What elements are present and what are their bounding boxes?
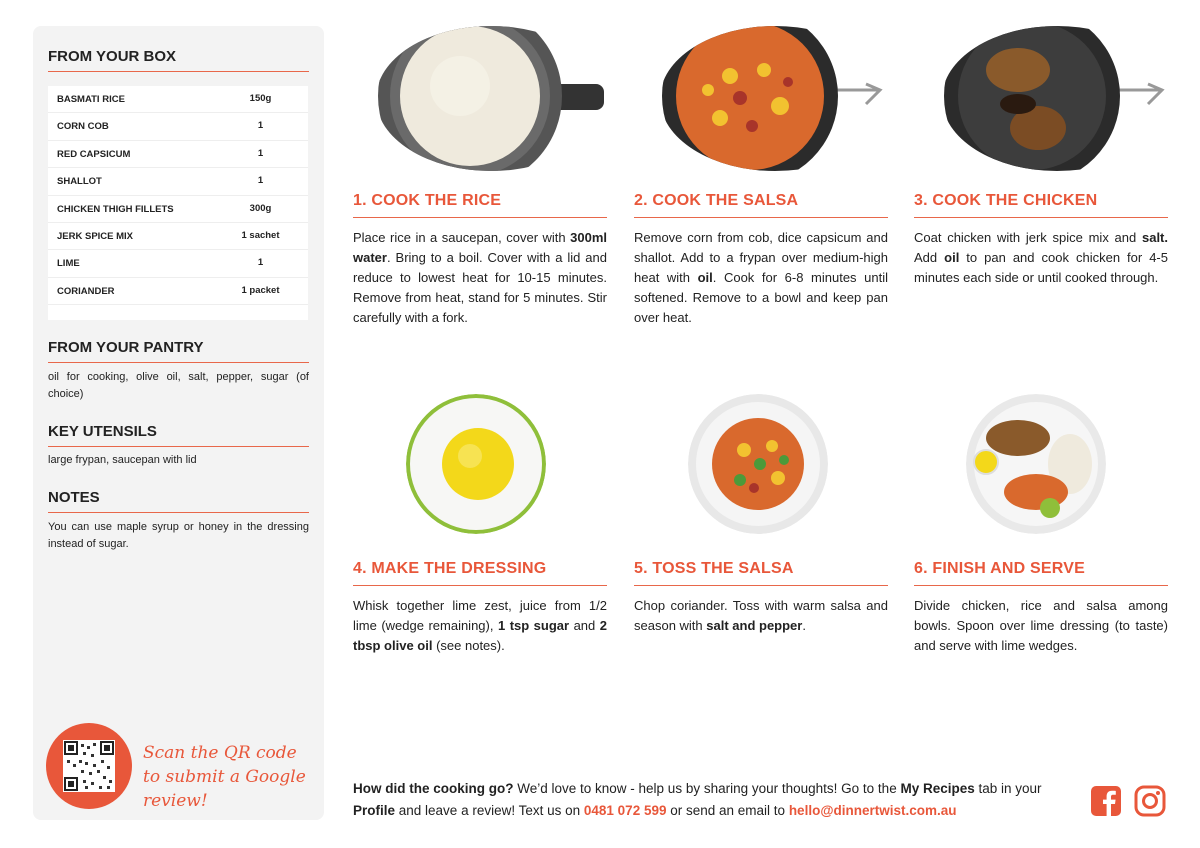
step-5-body <box>634 596 888 636</box>
step-1-title: 1. COOK THE RICE <box>353 192 607 218</box>
box-item-qty: 1 <box>257 257 264 269</box>
qr-code-icon[interactable] <box>63 740 115 792</box>
footer-question: How did the cooking go? <box>353 781 514 796</box>
utensils-title: KEY UTENSILS <box>48 423 309 447</box>
step-text-segment: Divide chicken, rice and salsa among bowls. Spoon over lime dressing (to taste) and serve with lime wedges. <box>914 598 1168 653</box>
step-text-segment: . <box>802 618 806 633</box>
box-title: FROM YOUR BOX <box>48 48 309 72</box>
dressing-bowl-photo <box>406 394 546 534</box>
step-4-title: 4. MAKE THE DRESSING <box>353 560 607 586</box>
step-text-segment: Coat chicken with jerk spice mix and <box>914 230 1142 245</box>
instagram-icon[interactable] <box>1134 785 1166 817</box>
step-text-segment: . Cook for 6-8 minutes until softened. Remove to a bowl and keep pan over heat. <box>634 270 888 325</box>
step-4-body <box>353 596 607 656</box>
box-item-qty: 1 <box>257 175 264 187</box>
rice-pan-photo <box>376 26 606 171</box>
step-6-body <box>914 596 1168 656</box>
pantry-text: oil for cooking, olive oil, salt, pepper, sugar (of choice) <box>48 371 309 400</box>
box-item-row <box>48 196 308 223</box>
box-item-name: CHICKEN THIGH FILLETS <box>57 203 174 215</box>
step-2-body <box>634 228 888 328</box>
qr-caption: Scan the QR code to submit a Google review! <box>143 743 306 811</box>
step-text-segment: (see notes). <box>432 638 505 653</box>
step-5-title: 5. TOSS THE SALSA <box>634 560 888 586</box>
box-item-row <box>48 168 308 195</box>
step-3-title: 3. COOK THE CHICKEN <box>914 192 1168 218</box>
phone-link[interactable]: 0481 072 599 <box>583 803 667 818</box>
step-text-segment: 2 tbsp olive oil <box>353 618 607 653</box>
step-text-segment: salt. <box>1141 230 1168 245</box>
box-item-row <box>48 113 308 140</box>
email-link[interactable]: hello@dinnertwist.com.au <box>788 803 957 818</box>
footer-text-3: and leave a review! Text us on <box>395 803 584 818</box>
step-text-segment: . Bring to a boil. Cover with a lid and reduce to lowest heat for 10-15 minutes. Remove from heat, stand for 5 minutes. Stir carefully with a fork. <box>353 250 607 325</box>
box-item-row <box>48 141 308 168</box>
sidebar <box>33 26 324 820</box>
step-text-segment: Add <box>914 250 945 265</box>
step-text-segment: Remove corn from cob, dice capsicum and shallot. Add to a frypan over medium-high heat with <box>634 230 888 285</box>
box-item-qty: 1 sachet <box>241 229 280 241</box>
footer-text-1: We’d love to know - help us by sharing your thoughts! Go to the <box>513 781 901 796</box>
step-6-title: 6. FINISH AND SERVE <box>914 560 1168 586</box>
step-text-segment: 300ml water <box>353 230 607 265</box>
box-item-name: LIME <box>57 258 80 270</box>
notes-text: You can use maple syrup or honey in the dressing instead of sugar. <box>48 521 309 550</box>
box-item-name: SHALLOT <box>57 176 102 188</box>
facebook-icon[interactable] <box>1090 785 1122 817</box>
chicken-pan-photo <box>942 26 1172 171</box>
box-item-row <box>48 250 308 277</box>
step-2-title: 2. COOK THE SALSA <box>634 192 888 218</box>
qr-badge[interactable] <box>46 723 132 809</box>
step-text-segment: Place rice in a saucepan, cover with <box>353 230 571 245</box>
review-footer <box>353 778 1073 822</box>
box-item-row <box>48 223 308 250</box>
box-item-name: CORN COB <box>57 121 109 133</box>
pantry-title: FROM YOUR PANTRY <box>48 339 309 363</box>
step-text-segment: and <box>569 618 600 633</box>
box-item-qty: 1 <box>257 120 264 132</box>
step-text-segment: salt and pepper <box>706 618 803 633</box>
box-item-row <box>48 86 308 113</box>
box-item-qty: 300g <box>249 202 272 214</box>
box-ingredients-table <box>48 86 308 320</box>
footer-text-2: tab in your <box>974 781 1042 796</box>
step-1-body <box>353 228 607 328</box>
step-text-segment: 1 tsp sugar <box>497 618 570 633</box>
box-item-qty: 1 packet <box>241 284 280 296</box>
footer-profile: Profile <box>353 803 396 818</box>
box-item-name: BASMATI RICE <box>57 94 125 105</box>
step-text-segment: to pan and cook chicken for 4-5 minutes each side or until cooked through. <box>914 250 1168 285</box>
salsa-bowl-photo <box>688 394 828 534</box>
box-item-qty: 150g <box>249 93 272 104</box>
salsa-pan-photo <box>660 26 890 171</box>
notes-title: NOTES <box>48 489 309 513</box>
box-item-name: CORIANDER <box>57 285 115 297</box>
step-text-segment: oil <box>697 270 713 285</box>
step-text-segment: oil <box>944 250 960 265</box>
utensils-text: large frypan, saucepan with lid <box>48 454 197 466</box>
box-item-qty: 1 <box>257 147 264 159</box>
footer-my-recipes: My Recipes <box>900 781 975 796</box>
step-3-body <box>914 228 1168 288</box>
step-text-segment: Chop coriander. Toss with warm salsa and season with <box>634 598 888 633</box>
plated-dish-photo <box>966 394 1106 534</box>
footer-text-4: or send an email to <box>666 803 789 818</box>
box-item-row <box>48 278 308 305</box>
box-item-name: RED CAPSICUM <box>57 148 131 160</box>
box-item-name: JERK SPICE MIX <box>57 230 134 242</box>
step-text-segment: Whisk together lime zest, juice from 1/2 lime (wedge remaining), <box>353 598 607 633</box>
